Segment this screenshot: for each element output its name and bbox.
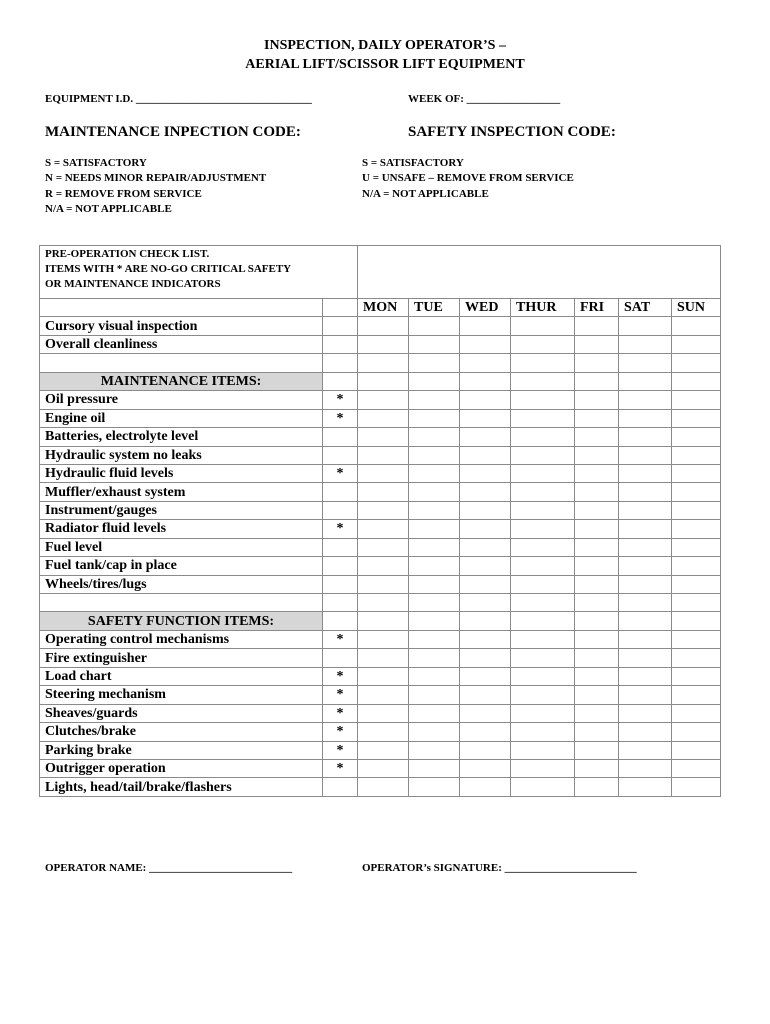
check-cell-sun[interactable] (672, 686, 721, 704)
check-cell-fri[interactable] (575, 354, 619, 372)
check-cell-mon[interactable] (358, 520, 409, 538)
checklist-row (40, 391, 721, 409)
check-cell-sat[interactable] (619, 446, 672, 464)
checklist-row (40, 464, 721, 482)
check-cell-mon[interactable] (358, 354, 409, 372)
maintenance-code-legend (45, 156, 266, 218)
checklist-row (40, 575, 721, 593)
check-cell-fri[interactable] (575, 317, 619, 335)
check-cell-sun[interactable] (672, 372, 721, 390)
check-cell-sat[interactable] (619, 630, 672, 648)
check-cell-mon[interactable] (358, 575, 409, 593)
critical-indicator (323, 538, 358, 556)
checklist-item-label: Cursory visual inspection (40, 317, 323, 335)
check-cell-tue[interactable] (409, 778, 460, 796)
critical-indicator (323, 594, 358, 612)
check-cell-fri[interactable] (575, 723, 619, 741)
check-cell-thur[interactable] (511, 686, 575, 704)
check-cell-sat[interactable] (619, 667, 672, 685)
check-cell-fri[interactable] (575, 649, 619, 667)
checklist-item-label (40, 354, 323, 372)
checklist-item-label: Hydraulic fluid levels (40, 464, 323, 482)
check-cell-mon[interactable] (358, 594, 409, 612)
check-cell-fri[interactable] (575, 594, 619, 612)
safety-code-heading: SAFETY INSPECTION CODE: (408, 124, 616, 140)
checklist-header-line: ITEMS WITH * ARE NO-GO CRITICAL SAFETY (45, 263, 292, 275)
critical-indicator: * (323, 723, 358, 741)
check-cell-sat[interactable] (619, 372, 672, 390)
check-cell-fri[interactable] (575, 483, 619, 501)
check-cell-fri[interactable] (575, 409, 619, 427)
check-cell-thur[interactable] (511, 372, 575, 390)
check-cell-fri[interactable] (575, 667, 619, 685)
check-cell-wed[interactable] (460, 501, 511, 519)
critical-indicator (323, 483, 358, 501)
checklist-item-label (40, 594, 323, 612)
check-cell-thur[interactable] (511, 594, 575, 612)
check-cell-sun[interactable] (672, 649, 721, 667)
check-cell-wed[interactable] (460, 741, 511, 759)
checklist-item-label: Operating control mechanisms (40, 630, 323, 648)
check-cell-fri[interactable] (575, 575, 619, 593)
critical-indicator (323, 778, 358, 796)
check-cell-mon[interactable] (358, 446, 409, 464)
maintenance-code-item: N/A = NOT APPLICABLE (45, 203, 172, 216)
check-cell-wed[interactable] (460, 612, 511, 630)
check-cell-tue[interactable] (409, 464, 460, 482)
check-cell-sun[interactable] (672, 741, 721, 759)
critical-indicator (323, 557, 358, 575)
section-header: MAINTENANCE ITEMS: (40, 372, 323, 390)
checklist-item-label: Fire extinguisher (40, 649, 323, 667)
check-cell-sat[interactable] (619, 317, 672, 335)
days-header-label-cell (40, 299, 323, 317)
check-cell-sun[interactable] (672, 428, 721, 446)
critical-indicator (323, 335, 358, 353)
days-header-star-cell (323, 299, 358, 317)
check-cell-thur[interactable] (511, 612, 575, 630)
check-cell-mon[interactable] (358, 538, 409, 556)
check-cell-sat[interactable] (619, 520, 672, 538)
operator-name-field[interactable]: OPERATOR NAME: __________________________ (45, 862, 293, 874)
checklist-row (40, 428, 721, 446)
maintenance-code-item: S = SATISFACTORY (45, 157, 147, 169)
checklist-row (40, 520, 721, 538)
check-cell-tue[interactable] (409, 741, 460, 759)
check-cell-tue[interactable] (409, 723, 460, 741)
checklist-header-blank (358, 246, 721, 299)
check-cell-mon[interactable] (358, 428, 409, 446)
check-cell-sat[interactable] (619, 335, 672, 353)
checklist-row (40, 686, 721, 704)
check-cell-sun[interactable] (672, 501, 721, 519)
check-cell-fri[interactable] (575, 778, 619, 796)
check-cell-sat[interactable] (619, 778, 672, 796)
check-cell-thur[interactable] (511, 649, 575, 667)
check-cell-wed[interactable] (460, 575, 511, 593)
check-cell-sat[interactable] (619, 501, 672, 519)
check-cell-fri[interactable] (575, 630, 619, 648)
check-cell-wed[interactable] (460, 594, 511, 612)
check-cell-sat[interactable] (619, 538, 672, 556)
checklist-item-label: Muffler/exhaust system (40, 483, 323, 501)
checklist-row (40, 723, 721, 741)
check-cell-wed[interactable] (460, 778, 511, 796)
checklist-row (40, 446, 721, 464)
critical-indicator (323, 612, 358, 630)
check-cell-wed[interactable] (460, 446, 511, 464)
check-cell-thur[interactable] (511, 464, 575, 482)
safety-code-item: S = SATISFACTORY (362, 157, 464, 169)
checklist-item-label: Steering mechanism (40, 686, 323, 704)
check-cell-sun[interactable] (672, 778, 721, 796)
checklist-item-label: Overall cleanliness (40, 335, 323, 353)
check-cell-mon[interactable] (358, 723, 409, 741)
checklist-row (40, 538, 721, 556)
check-cell-fri[interactable] (575, 557, 619, 575)
check-cell-thur[interactable] (511, 630, 575, 648)
check-cell-sun[interactable] (672, 483, 721, 501)
check-cell-thur[interactable] (511, 354, 575, 372)
critical-indicator (323, 372, 358, 390)
check-cell-tue[interactable] (409, 649, 460, 667)
check-cell-mon[interactable] (358, 741, 409, 759)
checklist-item-label: Batteries, electrolyte level (40, 428, 323, 446)
checklist-header (40, 246, 358, 299)
check-cell-thur[interactable] (511, 335, 575, 353)
check-cell-wed[interactable] (460, 723, 511, 741)
check-cell-sat[interactable] (619, 649, 672, 667)
check-cell-fri[interactable] (575, 759, 619, 777)
check-cell-sun[interactable] (672, 335, 721, 353)
check-cell-tue[interactable] (409, 483, 460, 501)
check-cell-sun[interactable] (672, 594, 721, 612)
check-cell-sun[interactable] (672, 464, 721, 482)
checklist-table (39, 245, 721, 797)
check-cell-mon[interactable] (358, 335, 409, 353)
day-sat: SAT (619, 299, 672, 317)
checklist-header-row (40, 246, 721, 299)
check-cell-wed[interactable] (460, 483, 511, 501)
check-cell-sat[interactable] (619, 612, 672, 630)
checklist-item-label: Sheaves/guards (40, 704, 323, 722)
check-cell-sat[interactable] (619, 483, 672, 501)
check-cell-mon[interactable] (358, 464, 409, 482)
check-cell-wed[interactable] (460, 686, 511, 704)
check-cell-mon[interactable] (358, 686, 409, 704)
check-cell-mon[interactable] (358, 649, 409, 667)
check-cell-mon[interactable] (358, 778, 409, 796)
check-cell-sat[interactable] (619, 409, 672, 427)
checklist-row (40, 759, 721, 777)
check-cell-sat[interactable] (619, 575, 672, 593)
safety-code-legend (362, 156, 574, 202)
check-cell-tue[interactable] (409, 759, 460, 777)
check-cell-wed[interactable] (460, 354, 511, 372)
check-cell-thur[interactable] (511, 391, 575, 409)
section-header: SAFETY FUNCTION ITEMS: (40, 612, 323, 630)
equipment-id-field[interactable]: EQUIPMENT I.D. ________________________________ (45, 93, 312, 105)
check-cell-wed[interactable] (460, 630, 511, 648)
check-cell-fri[interactable] (575, 686, 619, 704)
check-cell-wed[interactable] (460, 428, 511, 446)
check-cell-sat[interactable] (619, 464, 672, 482)
check-cell-wed[interactable] (460, 557, 511, 575)
critical-indicator: * (323, 686, 358, 704)
checklist-row (40, 649, 721, 667)
check-cell-wed[interactable] (460, 649, 511, 667)
check-cell-mon[interactable] (358, 483, 409, 501)
check-cell-wed[interactable] (460, 409, 511, 427)
check-cell-sat[interactable] (619, 741, 672, 759)
operator-signature-field[interactable]: OPERATOR’s SIGNATURE: ________________________ (362, 862, 637, 874)
form-title-line2: AERIAL LIFT/SCISSOR LIFT EQUIPMENT (245, 57, 525, 72)
check-cell-sun[interactable] (672, 723, 721, 741)
check-cell-sun[interactable] (672, 538, 721, 556)
checklist-item-label: Hydraulic system no leaks (40, 446, 323, 464)
checklist-item-label: Oil pressure (40, 391, 323, 409)
check-cell-thur[interactable] (511, 446, 575, 464)
check-cell-sun[interactable] (672, 354, 721, 372)
checklist-item-label: Load chart (40, 667, 323, 685)
check-cell-fri[interactable] (575, 335, 619, 353)
checklist-header-line: OR MAINTENANCE INDICATORS (45, 278, 221, 290)
check-cell-fri[interactable] (575, 501, 619, 519)
checklist-header-line: PRE-OPERATION CHECK LIST. (45, 248, 210, 260)
check-cell-sun[interactable] (672, 704, 721, 722)
check-cell-thur[interactable] (511, 538, 575, 556)
check-cell-tue[interactable] (409, 557, 460, 575)
check-cell-wed[interactable] (460, 538, 511, 556)
check-cell-sun[interactable] (672, 630, 721, 648)
checklist-row (40, 557, 721, 575)
critical-indicator: * (323, 391, 358, 409)
check-cell-tue[interactable] (409, 630, 460, 648)
check-cell-fri[interactable] (575, 428, 619, 446)
maintenance-code-heading: MAINTENANCE INPECTION CODE: (45, 124, 301, 140)
checklist-row (40, 354, 721, 372)
checklist-item-label: Instrument/gauges (40, 501, 323, 519)
days-header-row (40, 299, 721, 317)
day-sun: SUN (672, 299, 721, 317)
check-cell-mon[interactable] (358, 557, 409, 575)
check-cell-thur[interactable] (511, 723, 575, 741)
check-cell-sun[interactable] (672, 557, 721, 575)
check-cell-sat[interactable] (619, 686, 672, 704)
check-cell-sat[interactable] (619, 391, 672, 409)
check-cell-tue[interactable] (409, 520, 460, 538)
check-cell-thur[interactable] (511, 520, 575, 538)
check-cell-wed[interactable] (460, 464, 511, 482)
check-cell-tue[interactable] (409, 335, 460, 353)
form-title-line1: INSPECTION, DAILY OPERATOR’S – (264, 38, 506, 53)
check-cell-tue[interactable] (409, 667, 460, 685)
critical-indicator: * (323, 464, 358, 482)
check-cell-sun[interactable] (672, 317, 721, 335)
safety-code-item: N/A = NOT APPLICABLE (362, 187, 489, 200)
checklist-row (40, 704, 721, 722)
day-fri: FRI (575, 299, 619, 317)
check-cell-tue[interactable] (409, 428, 460, 446)
checklist-row (40, 317, 721, 335)
critical-indicator (323, 649, 358, 667)
checklist-row (40, 667, 721, 685)
day-wed: WED (460, 299, 511, 317)
check-cell-mon[interactable] (358, 391, 409, 409)
checklist-item-label: Outrigger operation (40, 759, 323, 777)
check-cell-thur[interactable] (511, 778, 575, 796)
check-cell-sun[interactable] (672, 575, 721, 593)
checklist-item-label: Fuel tank/cap in place (40, 557, 323, 575)
checklist-item-label: Lights, head/tail/brake/flashers (40, 778, 323, 796)
check-cell-sun[interactable] (672, 391, 721, 409)
check-cell-mon[interactable] (358, 667, 409, 685)
check-cell-sat[interactable] (619, 428, 672, 446)
check-cell-mon[interactable] (358, 704, 409, 722)
checklist-row (40, 594, 721, 612)
critical-indicator: * (323, 520, 358, 538)
check-cell-mon[interactable] (358, 759, 409, 777)
critical-indicator: * (323, 704, 358, 722)
checklist-item-label: Fuel level (40, 538, 323, 556)
check-cell-sun[interactable] (672, 409, 721, 427)
check-cell-tue[interactable] (409, 612, 460, 630)
check-cell-tue[interactable] (409, 391, 460, 409)
check-cell-thur[interactable] (511, 759, 575, 777)
check-cell-sat[interactable] (619, 704, 672, 722)
check-cell-thur[interactable] (511, 501, 575, 519)
check-cell-tue[interactable] (409, 686, 460, 704)
check-cell-wed[interactable] (460, 704, 511, 722)
critical-indicator: * (323, 741, 358, 759)
check-cell-fri[interactable] (575, 538, 619, 556)
check-cell-mon[interactable] (358, 612, 409, 630)
check-cell-tue[interactable] (409, 409, 460, 427)
check-cell-sun[interactable] (672, 667, 721, 685)
check-cell-wed[interactable] (460, 372, 511, 390)
critical-indicator (323, 446, 358, 464)
checklist-item-label: Clutches/brake (40, 723, 323, 741)
check-cell-tue[interactable] (409, 317, 460, 335)
checklist-row (40, 483, 721, 501)
checklist-row (40, 335, 721, 353)
checklist-row (40, 501, 721, 519)
check-cell-wed[interactable] (460, 520, 511, 538)
check-cell-thur[interactable] (511, 741, 575, 759)
check-cell-tue[interactable] (409, 501, 460, 519)
checklist-item-label: Radiator fluid levels (40, 520, 323, 538)
critical-indicator: * (323, 759, 358, 777)
check-cell-fri[interactable] (575, 704, 619, 722)
critical-indicator (323, 501, 358, 519)
checklist-row (40, 778, 721, 796)
check-cell-wed[interactable] (460, 335, 511, 353)
check-cell-fri[interactable] (575, 612, 619, 630)
check-cell-mon[interactable] (358, 409, 409, 427)
check-cell-tue[interactable] (409, 354, 460, 372)
day-tue: TUE (409, 299, 460, 317)
checklist-item-label: Engine oil (40, 409, 323, 427)
check-cell-sat[interactable] (619, 759, 672, 777)
check-cell-sat[interactable] (619, 557, 672, 575)
check-cell-fri[interactable] (575, 520, 619, 538)
check-cell-tue[interactable] (409, 538, 460, 556)
safety-code-item: U = UNSAFE – REMOVE FROM SERVICE (362, 172, 574, 185)
checklist-row (40, 741, 721, 759)
check-cell-thur[interactable] (511, 428, 575, 446)
check-cell-sat[interactable] (619, 723, 672, 741)
day-thur: THUR (511, 299, 575, 317)
check-cell-fri[interactable] (575, 464, 619, 482)
check-cell-tue[interactable] (409, 446, 460, 464)
check-cell-sat[interactable] (619, 594, 672, 612)
check-cell-sun[interactable] (672, 612, 721, 630)
checklist-item-label: Parking brake (40, 741, 323, 759)
check-cell-thur[interactable] (511, 557, 575, 575)
check-cell-thur[interactable] (511, 667, 575, 685)
critical-indicator (323, 428, 358, 446)
check-cell-sun[interactable] (672, 759, 721, 777)
check-cell-sat[interactable] (619, 354, 672, 372)
check-cell-thur[interactable] (511, 483, 575, 501)
maintenance-code-item: R = REMOVE FROM SERVICE (45, 187, 202, 200)
check-cell-tue[interactable] (409, 575, 460, 593)
checklist-row (40, 630, 721, 648)
check-cell-fri[interactable] (575, 446, 619, 464)
check-cell-mon[interactable] (358, 372, 409, 390)
checklist-item-label: Wheels/tires/lugs (40, 575, 323, 593)
check-cell-thur[interactable] (511, 409, 575, 427)
critical-indicator (323, 317, 358, 335)
check-cell-mon[interactable] (358, 501, 409, 519)
check-cell-thur[interactable] (511, 317, 575, 335)
day-mon: MON (358, 299, 409, 317)
check-cell-sun[interactable] (672, 446, 721, 464)
check-cell-fri[interactable] (575, 741, 619, 759)
critical-indicator (323, 575, 358, 593)
critical-indicator (323, 354, 358, 372)
check-cell-thur[interactable] (511, 704, 575, 722)
checklist-row (40, 409, 721, 427)
critical-indicator: * (323, 409, 358, 427)
check-cell-wed[interactable] (460, 759, 511, 777)
week-of-field[interactable]: WEEK OF: _________________ (408, 93, 561, 105)
section-header-row (40, 612, 721, 630)
critical-indicator: * (323, 630, 358, 648)
check-cell-fri[interactable] (575, 372, 619, 390)
check-cell-sun[interactable] (672, 520, 721, 538)
check-cell-wed[interactable] (460, 667, 511, 685)
check-cell-tue[interactable] (409, 372, 460, 390)
check-cell-thur[interactable] (511, 575, 575, 593)
critical-indicator: * (323, 667, 358, 685)
section-header-row (40, 372, 721, 390)
check-cell-tue[interactable] (409, 704, 460, 722)
check-cell-tue[interactable] (409, 594, 460, 612)
check-cell-mon[interactable] (358, 317, 409, 335)
maintenance-code-item: N = NEEDS MINOR REPAIR/ADJUSTMENT (45, 172, 267, 185)
check-cell-wed[interactable] (460, 317, 511, 335)
check-cell-wed[interactable] (460, 391, 511, 409)
check-cell-fri[interactable] (575, 391, 619, 409)
check-cell-mon[interactable] (358, 630, 409, 648)
